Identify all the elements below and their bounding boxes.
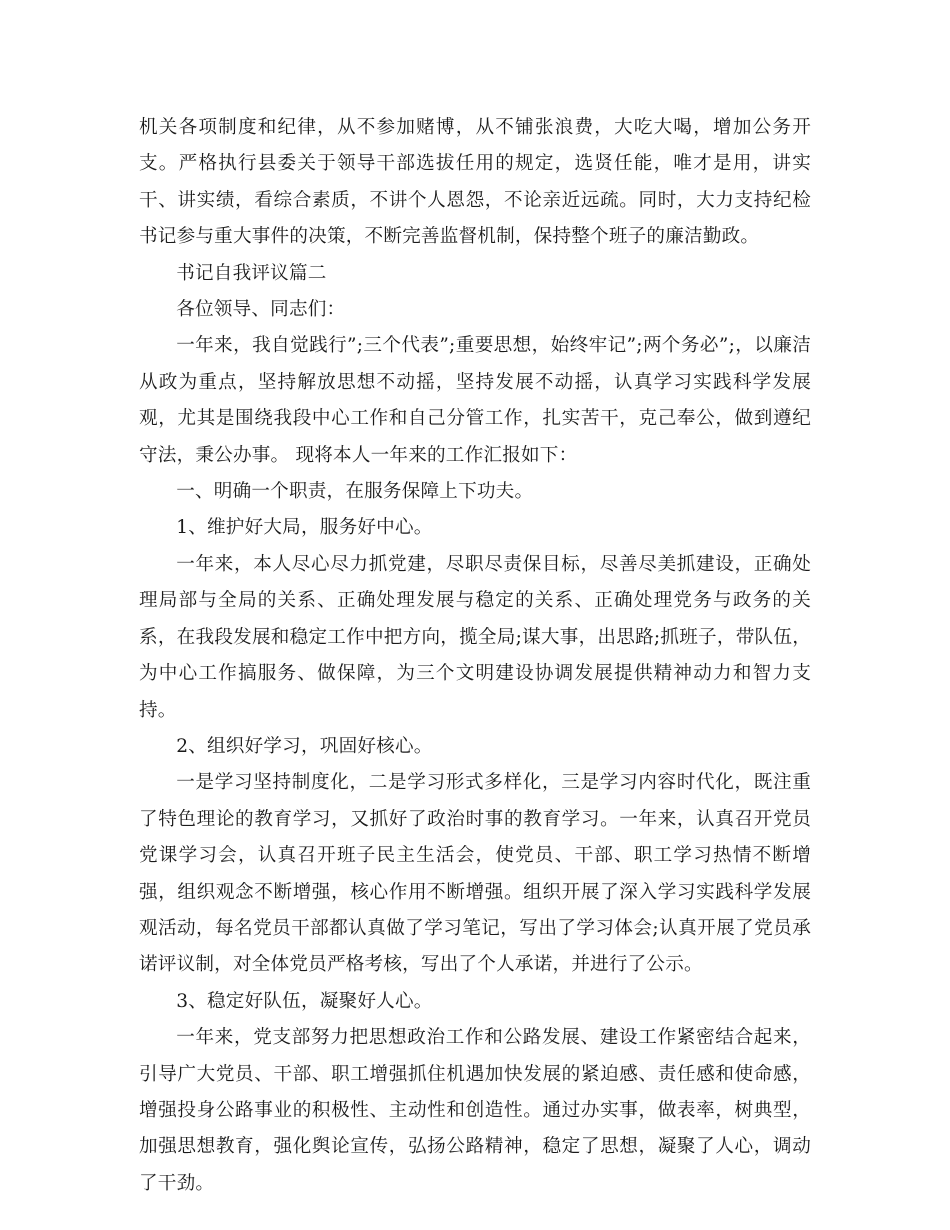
salutation: 各位领导、同志们： (176, 299, 346, 321)
subheading-2: 2、组织好学习，巩固好核心。 (176, 735, 433, 757)
subheading-1: 1、维护好大局，服务好中心。 (176, 517, 433, 539)
subheading-3: 3、稳定好队伍，凝聚好人心。 (176, 990, 433, 1012)
paragraph-subsection-3: 一年来，党支部努力把思想政治工作和公路发展、建设工作紧密结合起来，引导广大党员、干部、职工增强抓住机遇加快发展的紧迫感、责任感和使命感，增强投身公路事业的积极性、主动性和创造性。通过办实事，做表率，树典型，加强思想教育，强化舆论宣传，弘扬公路精神，稳定了思想，凝聚了人心，调动了干劲。 (139, 1027, 811, 1194)
heading-1: 一、明确一个职责，在服务保障上下功夫。 (176, 481, 534, 503)
section-title: 书记自我评议篇二 (176, 262, 327, 284)
paragraph-intro: 一年来，我自觉践行”;三个代表”;重要思想，始终牢记”;两个务必”;，以廉洁从政为重点，坚持解放思想不动摇，坚持发展不动摇，认真学习实践科学发展观，尤其是围绕我段中心工作和自己分管工作，扎实苦干，克己奉公，做到遵纪守法，秉公办事。 现将本人一年来的工作汇报如下： (139, 335, 811, 466)
paragraph-subsection-1: 一年来，本人尽心尽力抓党建，尽职尽责保目标，尽善尽美抓建设，正确处理局部与全局的关系、正确处理发展与稳定的关系、正确处理党务与政务的关系，在我段发展和稳定工作中把方向，揽全局;谋大事，出思路;抓班子，带队伍，为中心工作搞服务、做保障，为三个文明建设协调发展提供精神动力和智力支持。 (139, 553, 811, 721)
paragraph-subsection-2: 一是学习坚持制度化，二是学习形式多样化，三是学习内容时代化，既注重了特色理论的教育学习，又抓好了政治时事的教育学习。一年来，认真召开党员党课学习会，认真召开班子民主生活会，使党员、干部、职工学习热情不断增强，组织观念不断增强，核心作用不断增强。组织开展了深入学习实践科学发展观活动，每名党员干部都认真做了学习笔记，写出了学习体会;认真开展了党员承诺评议制，对全体党员严格考核，写出了个人承诺，并进行了公示。 (139, 772, 811, 976)
document-body (139, 110, 811, 1202)
paragraph-1: 机关各项制度和纪律，从不参加赌博，从不铺张浪费，大吃大喝，增加公务开支。严格执行县委关于领导干部选拔任用的规定，选贤任能，唯才是用，讲实干、讲实绩，看综合素质，不讲个人恩怨，不论亲近远疏。同时，大力支持纪检书记参与重大事件的决策，不断完善监督机制，保持整个班子的廉洁勤政。 (139, 117, 811, 248)
